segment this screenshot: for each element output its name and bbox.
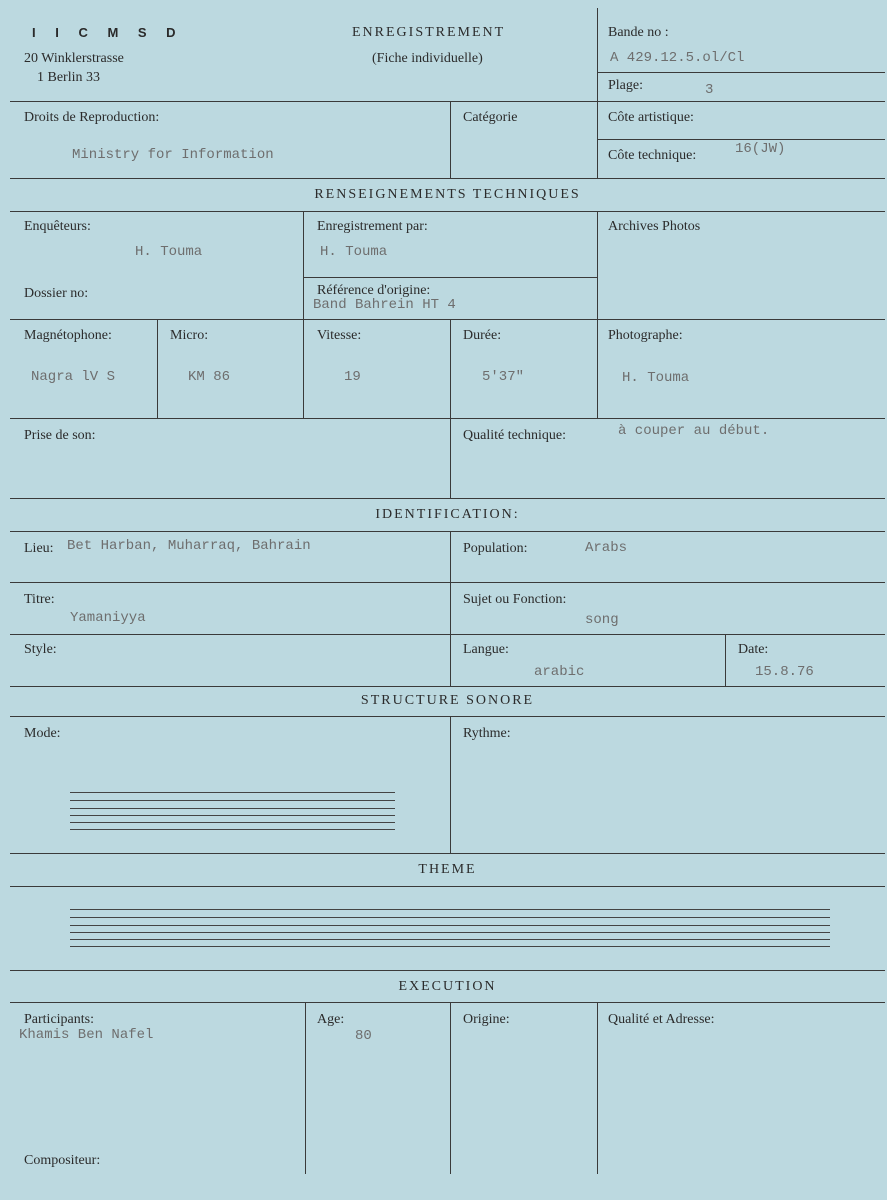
reference-label: Référence d'origine:: [317, 283, 431, 298]
staff-line: [70, 792, 395, 793]
enqueteurs-label: Enquêteurs:: [24, 219, 91, 234]
rule-v-tech-a: [303, 211, 304, 418]
rule-rights-bottom: [10, 178, 885, 179]
qualite-adresse-label: Qualité et Adresse:: [608, 1012, 715, 1027]
rule-tech-bottom: [10, 498, 885, 499]
staff-line: [70, 909, 830, 910]
rule-v-structure: [450, 716, 451, 853]
lieu-label: Lieu:: [24, 541, 54, 556]
titre-label: Titre:: [24, 592, 55, 607]
vitesse-label: Vitesse:: [317, 328, 362, 343]
rule-tech-row3: [10, 418, 885, 419]
rule-header-plage: [597, 72, 885, 73]
rule-header-bottom: [10, 101, 885, 102]
cote-technique-label: Côte technique:: [608, 148, 697, 163]
form-subtitle: (Fiche individuelle): [372, 51, 483, 66]
rule-theme-bottom: [10, 970, 885, 971]
magnetophone-value: Nagra lV S: [31, 369, 116, 385]
rule-v-exec-b: [450, 1002, 451, 1174]
qualite-technique-value: à couper au début.: [618, 423, 770, 439]
rule-v-header: [597, 8, 598, 101]
titre-value: Yamaniyya: [70, 610, 146, 626]
droits-value: Ministry for Information: [72, 147, 274, 163]
rule-tech-row2: [10, 319, 885, 320]
sujet-label: Sujet ou Fonction:: [463, 592, 567, 607]
rule-v-tech-b: [597, 211, 598, 418]
staff-line: [70, 829, 395, 830]
age-label: Age:: [317, 1012, 345, 1027]
rule-v-categorie-left: [450, 101, 451, 178]
archives-photos-label: Archives Photos: [608, 219, 701, 234]
duree-label: Durée:: [463, 328, 502, 343]
rule-v-categorie-right: [597, 101, 598, 178]
micro-label: Micro:: [170, 328, 209, 343]
identification-section-title: IDENTIFICATION:: [375, 507, 520, 522]
mode-label: Mode:: [24, 726, 61, 741]
plage-label: Plage:: [608, 78, 643, 93]
participants-value: Khamis Ben Nafel: [19, 1027, 154, 1043]
staff-line: [70, 939, 830, 940]
rule-v-exec-a: [305, 1002, 306, 1174]
org-acronym: I I C M S D: [32, 25, 184, 40]
langue-value: arabic: [534, 664, 585, 680]
form-title: ENREGISTREMENT: [352, 25, 506, 40]
rythme-label: Rythme:: [463, 726, 511, 741]
rule-ident-row2: [10, 582, 885, 583]
rule-ident-bottom: [10, 686, 885, 687]
rule-v-ident: [450, 531, 451, 686]
staff-line: [70, 822, 395, 823]
staff-line: [70, 932, 830, 933]
date-label: Date:: [738, 642, 769, 657]
staff-line: [70, 917, 830, 918]
date-value: 15.8.76: [755, 664, 814, 680]
photographe-label: Photographe:: [608, 328, 683, 343]
structure-section-title: STRUCTURE SONORE: [360, 693, 535, 708]
population-label: Population:: [463, 541, 528, 556]
vitesse-value: 19: [344, 369, 361, 385]
droits-label: Droits de Reproduction:: [24, 110, 160, 125]
rule-reference: [303, 277, 597, 278]
staff-line: [70, 815, 395, 816]
rule-v-qualite: [450, 418, 451, 498]
rule-v-date: [725, 634, 726, 686]
technique-section-title: RENSEIGNEMENTS TECHNIQUES: [314, 187, 581, 202]
rule-theme-title: [10, 886, 885, 887]
duree-value: 5'37": [482, 369, 525, 385]
staff-line: [70, 800, 395, 801]
rule-exec-title: [10, 1002, 885, 1003]
rule-tech-title: [10, 211, 885, 212]
org-address-line2: 1 Berlin 33: [37, 70, 100, 85]
micro-value: KM 86: [188, 369, 231, 385]
org-address-line1: 20 Winklerstrasse: [24, 51, 124, 66]
compositeur-label: Compositeur:: [24, 1153, 101, 1168]
execution-section-title: EXECUTION: [398, 979, 497, 994]
population-value: Arabs: [585, 540, 628, 556]
theme-section-title: THEME: [418, 862, 477, 877]
rule-v-exec-c: [597, 1002, 598, 1174]
staff-line: [70, 808, 395, 809]
rule-structure-title: [10, 716, 885, 717]
enregistrement-par-value: H. Touma: [320, 244, 388, 260]
enqueteurs-value: H. Touma: [135, 244, 203, 260]
participants-label: Participants:: [24, 1012, 94, 1027]
photographe-value: H. Touma: [622, 370, 690, 386]
staff-line: [70, 925, 830, 926]
cote-technique-value: 16(JW): [735, 141, 786, 157]
prise-de-son-label: Prise de son:: [24, 428, 96, 443]
origine-label: Origine:: [463, 1012, 510, 1027]
rule-cote: [597, 139, 885, 140]
lieu-value: Bet Harban, Muharraq, Bahrain: [67, 538, 311, 554]
magnetophone-label: Magnétophone:: [24, 328, 112, 343]
enregistrement-par-label: Enregistrement par:: [317, 219, 428, 234]
rule-v-duree: [450, 319, 451, 418]
age-value: 80: [355, 1028, 372, 1044]
rule-ident-title: [10, 531, 885, 532]
dossier-label: Dossier no:: [24, 286, 89, 301]
plage-value: 3: [705, 82, 714, 98]
reference-value: Band Bahrein HT 4: [313, 297, 456, 313]
langue-label: Langue:: [463, 642, 509, 657]
rule-structure-bottom: [10, 853, 885, 854]
categorie-label: Catégorie: [463, 110, 518, 125]
style-label: Style:: [24, 642, 57, 657]
cote-artistique-label: Côte artistique:: [608, 110, 694, 125]
qualite-technique-label: Qualité technique:: [463, 428, 567, 443]
bande-label: Bande no :: [608, 25, 669, 40]
sujet-value: song: [585, 612, 619, 628]
rule-ident-row3: [10, 634, 885, 635]
staff-line: [70, 946, 830, 947]
bande-value: A 429.12.5.ol/Cl: [610, 50, 745, 66]
rule-v-micro: [157, 319, 158, 418]
